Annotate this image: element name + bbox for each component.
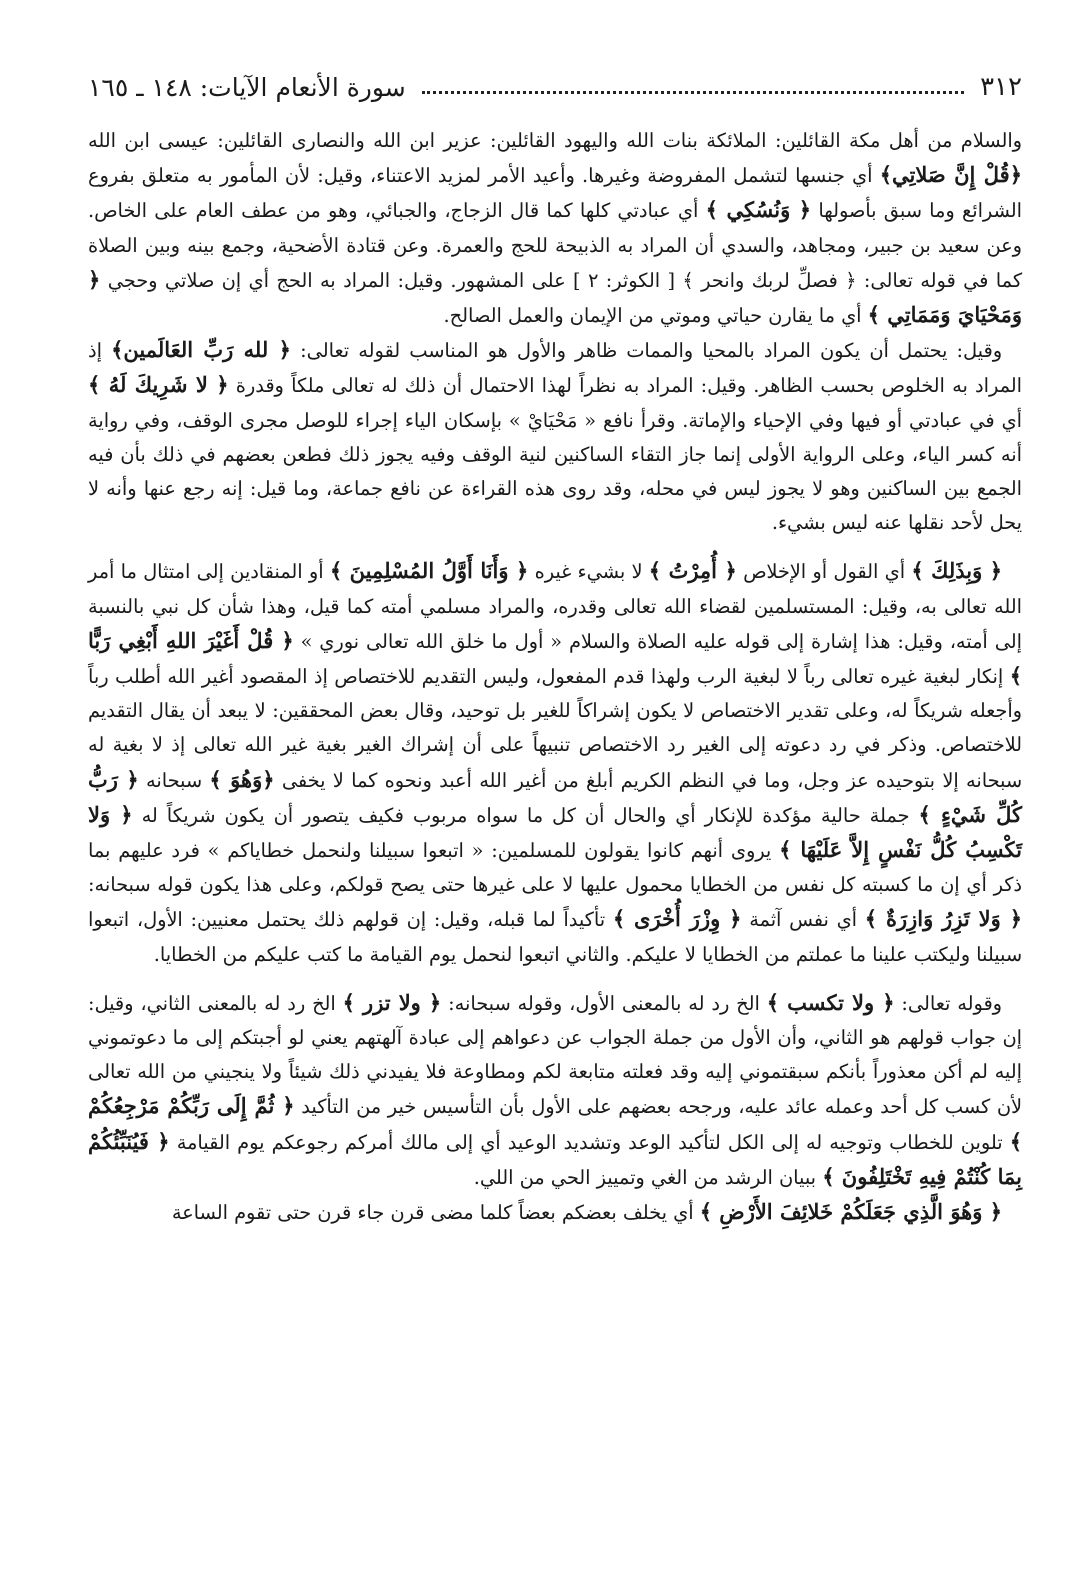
quran-quote: ﴿ لله رَبِّ العَالَمين﴾ xyxy=(111,337,291,363)
dotted-leader xyxy=(422,91,964,94)
paragraph xyxy=(88,1195,1022,1230)
body-text xyxy=(88,124,1022,1230)
running-header xyxy=(88,62,1022,102)
quran-quote: ﴿ رَبُّ كُلِّ شَيْءٍ ﴾ xyxy=(88,766,1022,827)
commentary-text: لا بشيء غيره xyxy=(528,560,649,584)
quran-quote: ﴿ وَهُوَ الَّذِي جَعَلَكُمْ خَلائِفَ الأَرْضِ ﴾ xyxy=(699,1199,1002,1225)
quran-quote: ﴿ وَبِذَلِكَ ﴾ xyxy=(911,558,1003,584)
commentary-text: والسلام من أهل مكة القائلين: الملائكة بنات الله واليهود القائلين: عزير ابن الله والنصارى القائلين: عيسى ابن الله xyxy=(88,129,1022,152)
commentary-text: الخ رد له بالمعنى الثاني، وقيل: إن جواب قولهم هو الثاني، وأن الأول من جملة الجواب عن دعواهم إلى عبادة آلهتهم يعني لو أجبتكم إلى ما دعوتموني إليه لم أكن معذوراً بأنكم سبقتموني إليه وقد فعلته متابعة لكم ومطاوعة فلا يفيدني ذلك شيئاً ولا ينجيني من الله تعالى لأن كسب كل أحد وعمله عائد عليه، ورجحه بعضهم على الأول بأن التأسيس خير من التأكيد xyxy=(88,991,1022,1119)
commentary-text: سبحانه xyxy=(138,768,210,792)
page-number: ٣١٢ xyxy=(980,72,1022,102)
paragraph-gap xyxy=(88,972,1022,986)
quran-quote: ﴿قُلْ إِنَّ صَلاتِي﴾ xyxy=(879,162,1023,188)
commentary-text: أي يخلف بعضكم بعضاً كلما مضى قرن جاء قرن حتى تقوم الساعة xyxy=(171,1201,700,1225)
commentary-text: أي نفس آثمة xyxy=(741,908,865,932)
paragraph-gap xyxy=(88,540,1022,554)
paragraph xyxy=(88,333,1022,540)
commentary-text: ببيان الرشد من الغي وتمييز الحي من اللي. xyxy=(473,1165,823,1189)
commentary-text: أو المنقادين إلى امتثال ما أمر الله تعالى به، وقيل: المستسلمين لقضاء الله تعالى وقدره، والمراد مسلمي أمته كما قيل، وهذا شأن كل نبي بالنسبة إلى أمته، وقيل: هذا إشارة إلى قوله عليه الصلاة والسلام « أول ما خلق الله تعالى نوري » xyxy=(88,560,1022,653)
quran-quote: ﴿وَهُوَ ﴾ xyxy=(209,766,275,792)
quran-quote: ﴿ وَنُسُكِي ﴾ xyxy=(705,197,812,223)
commentary-text: أي في عبادتي أو فيها وفي الإحياء والإماتة. وقرأ نافع « مَحْيَايْ » بإسكان الياء إجراء للوصل مجرى الوقف، وفي رواية أنه كسر الياء، وعلى الرواية الأولى إنما جاز التقاء الساكنين لنية الوقف وفيه يجوز ذلك فطعن بعضهم في ذلك بأن فيه الجمع بين الساكنين وهو لا يجوز ليس في محله، وقد روى هذه القراءة عن نافع جماعة، وما قيل: إنه رجع عنها وأنه لا يحل لأحد نقلها عنه ليس بشيء. xyxy=(88,408,1022,535)
paragraph xyxy=(88,124,1022,333)
commentary-text: إنكار لبغية غيره تعالى رباً لا لبغية الرب ولهذا قدم المفعول، وليس التقديم للاختصاص إذ المقصود أغير الله أطلب رباً وأجعله شريكاً له، وعلى تقدير الاختصاص لا يكون إشراكاً للغير بل توحيد، وقال بعض المحققين: لا يبعد أن يقال التقديم للاختصاص. وذكر في رد دعوته إلى الغير رد الاختصاص تنبيهاً على أن إشراك الغير بغية غير الله تعالى إذ لا بغية له سبحانه إلا بتوحيده عز وجل، وما في النظم الكريم أبلغ من أغير الله أعبد ونحوه كما لا يخفى xyxy=(88,665,1023,792)
commentary-text: إذ المراد به الخلوص بحسب الظاهر. وقيل: المراد به نظراً لهذا الاحتمال أن ذلك له تعالى ملكاً وقدرة xyxy=(88,339,1022,398)
commentary-text: جملة حالية مؤكدة للإنكار أي والحال أن كل ما سواه مربوب فكيف يتصور أن يكون شريكاً له xyxy=(132,803,919,827)
quran-quote: ﴿ وَلا تَزِرُ وَازِرَةٌ ﴾ xyxy=(864,906,1023,932)
commentary-text: تلوين للخطاب وتوجيه له إلى الكل لتأكيد الوعد وتشديد الوعيد أي إلى مالك أمركم رجوعكم يوم القيامة xyxy=(169,1130,1010,1154)
quran-quote: ﴿ ولا تكسب ﴾ xyxy=(766,989,895,1015)
running-title: سورة الأنعام الآيات: ١٤٨ ـ ١٦٥ xyxy=(88,73,406,102)
quran-quote: ﴿ وِزْرَ أُخْرَى ﴾ xyxy=(612,906,742,932)
commentary-text: يروى أنهم كانوا يقولون للمسلمين: « اتبعوا سبيلنا ولنحمل خطاياكم » فرد عليهم بما ذكر أي إن ما كسبته كل نفس من الخطايا محمول عليها لا على غيرها حتى يصح قولكم، وعلى هذا يكون قوله سبحانه: xyxy=(88,839,1022,897)
commentary-text: الخ رد له بالمعنى الأول، وقوله سبحانه: xyxy=(441,991,767,1015)
paragraph xyxy=(88,986,1022,1195)
quran-quote: ﴿ لا شَرِيكَ لَهُ ﴾ xyxy=(88,372,229,398)
quran-quote: ﴿ وَلا تَكْسِبُ كُلُّ نَفْسٍ إِلاَّ عَلَيْهَا ﴾ xyxy=(88,801,1022,863)
quran-quote: ﴿ وَأَنَا أَوَّلُ المُسْلِمِينَ ﴾ xyxy=(329,558,529,584)
commentary-text: وقوله تعالى: xyxy=(894,991,1002,1015)
quran-quote: ﴿ وَمَحْيَايَ وَمَمَاتِي ﴾ xyxy=(88,266,1022,328)
quran-quote: ﴿ ثُمَّ إِلَى رَبِّكُمْ مَرْجِعُكُمْ ﴾ xyxy=(88,1093,1023,1154)
commentary-text: أي القول أو الإخلاص xyxy=(736,560,912,584)
quran-quote: ﴿ قُلْ أَغَيْرَ اللهِ أَبْغِي رَبًّا ﴾ xyxy=(88,627,1022,689)
quran-quote: ﴿ ولا تزر ﴾ xyxy=(342,989,442,1015)
commentary-text: أي عبادتي كلها كما قال الزجاج، والجبائي، وهو من عطف العام على الخاص. وعن سعيد بن جبير، ومجاهد، والسدي أن المراد به الذبيحة للحج والعمرة. وعن قتادة الأضحية، وجمع بينه وبين الصلاة كما في قوله تعالى: ﴿ فصلِّ لربك وانحر ﴾ [ الكوثر: ٢ ] على المشهور. وقيل: المراد به الحج أي إن صلاتي وحجي xyxy=(88,199,1023,292)
commentary-text: تأكيداً لما قبله، وقيل: إن قولهم ذلك يحتمل معنيين: الأول، اتبعوا سبيلنا وليكتب علينا ما عملتم من الخطايا لا عليكم. والثاني اتبعوا لنحمل يوم القيامة ما كتب عليكم من الخطايا. xyxy=(88,908,1022,966)
commentary-text: وقيل: يحتمل أن يكون المراد بالمحيا والممات ظاهر والأول هو المناسب لقوله تعالى: xyxy=(290,339,1003,363)
quran-quote: ﴿ فَيُنَبِّئُكُمْ بِمَا كُنْتُمْ فِيهِ تَخْتَلِفُونَ ﴾ xyxy=(88,1128,1022,1189)
quran-quote: ﴿ أُمِرْتُ ﴾ xyxy=(648,558,737,584)
paragraph xyxy=(88,554,1022,971)
commentary-text: أي جنسها لتشمل المفروضة وغيرها. وأعيد الأمر لمزيد الاعتناء، وقيل: لأن المأمور به متعلق بفروع الشرائع وما سبق بأصولها xyxy=(88,164,1022,223)
commentary-text: أي ما يقارن حياتي وموتي من الإيمان والعمل الصالح. xyxy=(443,304,868,328)
